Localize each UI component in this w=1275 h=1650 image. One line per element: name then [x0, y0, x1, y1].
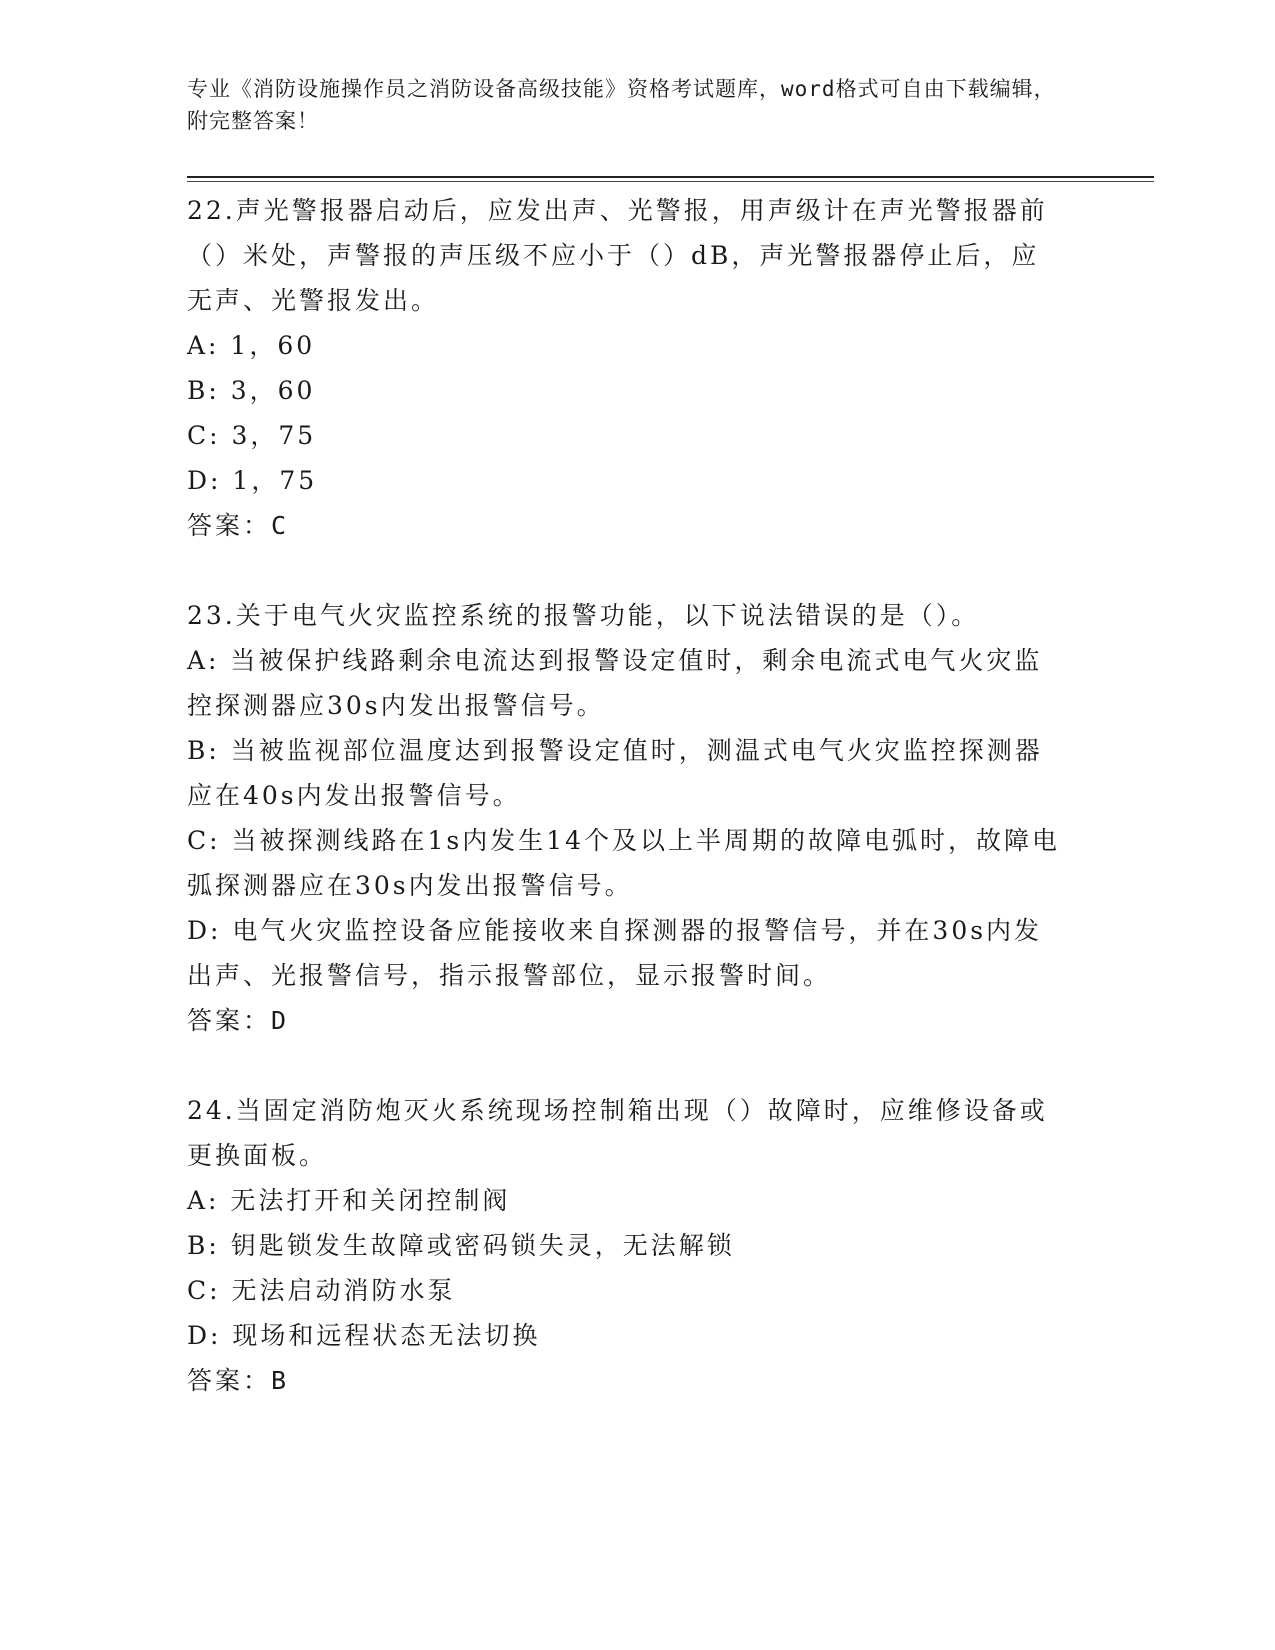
- option-c: C: 当被探测线路在1s内发生14个及以上半周期的故障电弧时，故障电弧探测器应在30s内发出报警信号。: [187, 826, 1061, 900]
- question-24: [187, 1088, 1067, 1403]
- option-c: C: 无法启动消防水泵: [187, 1276, 456, 1305]
- question-spacer: [187, 1043, 1067, 1088]
- option-a: A: 当被保护线路剩余电流达到报警设定值时，剩余电流式电气火灾监控探测器应30s内发出报警信号。: [187, 646, 1043, 720]
- answer-line: 答案：D: [187, 1006, 290, 1035]
- option-d: D: 1，75: [187, 466, 318, 495]
- question-23: [187, 593, 1067, 1043]
- question-spacer: [187, 548, 1067, 593]
- option-b: B: 钥匙锁发生故障或密码锁失灵，无法解锁: [187, 1231, 735, 1260]
- question-list: [187, 188, 1067, 1403]
- answer-line: 答案：C: [187, 511, 290, 540]
- question-stem: 24.当固定消防炮灭火系统现场控制箱出现（）故障时，应维修设备或更换面板。: [187, 1096, 1048, 1170]
- option-a: A: 无法打开和关闭控制阀: [187, 1186, 511, 1215]
- option-c: C: 3，75: [187, 421, 317, 450]
- question-22: [187, 188, 1067, 548]
- answer-line: 答案：B: [187, 1366, 290, 1395]
- question-stem: 23.关于电气火灾监控系统的报警功能，以下说法错误的是（）。: [187, 601, 980, 630]
- document-header: 专业《消防设施操作员之消防设备高级技能》资格考试题库，word格式可自由下载编辑，附完整答案！: [187, 77, 1056, 133]
- header-divider-thick: [187, 176, 1154, 178]
- header-divider-thin: [187, 181, 1154, 182]
- option-b: B: 当被监视部位温度达到报警设定值时，测温式电气火灾监控探测器应在40s内发出报警信号。: [187, 736, 1043, 810]
- question-stem: 22.声光警报器启动后，应发出声、光警报，用声级计在声光警报器前（）米处，声警报的声压级不应小于（）dB，声光警报器停止后，应无声、光警报发出。: [187, 196, 1048, 315]
- option-d: D: 电气火灾监控设备应能接收来自探测器的报警信号，并在30s内发出声、光报警信号，指示报警部位，显示报警时间。: [187, 916, 1043, 990]
- option-d: D: 现场和远程状态无法切换: [187, 1321, 541, 1350]
- option-b: B: 3，60: [187, 376, 316, 405]
- option-a: A: 1，60: [187, 331, 316, 360]
